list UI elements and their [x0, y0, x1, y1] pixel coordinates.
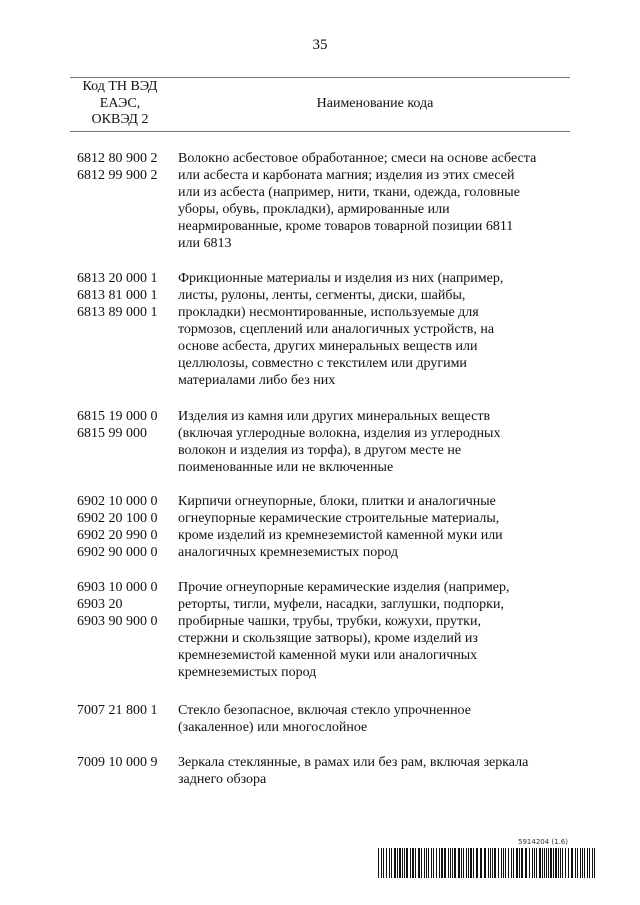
- description-line: кремнеземистых пород: [178, 665, 317, 680]
- code-value: 6813 81 000 1: [77, 288, 158, 303]
- barcode-bar: [426, 848, 427, 878]
- barcode-bar: [548, 848, 549, 878]
- row-description: [178, 579, 570, 681]
- description-line: волокон и изделия из торфа), в другом месте не: [178, 443, 462, 458]
- row-description: [178, 493, 570, 561]
- barcode-bar: [558, 848, 559, 878]
- barcode-bar: [428, 848, 429, 878]
- barcode-bar: [571, 848, 573, 878]
- barcode-bar: [508, 848, 509, 878]
- barcode-bar: [381, 848, 382, 878]
- description-line: Волокно асбестовое обработанное; смеси на основе асбеста: [178, 151, 537, 166]
- description-line: Стекло безопасное, включая стекло упрочненное: [178, 703, 471, 718]
- barcode-bar: [525, 848, 527, 878]
- barcode-bar: [580, 848, 581, 878]
- barcode-bar: [553, 848, 554, 878]
- row-codes: [77, 579, 182, 630]
- description-line: Фрикционные материалы и изделия из них (например,: [178, 271, 504, 286]
- column-header-code-line: ЕАЭС,: [99, 95, 141, 111]
- description-line: или 6813: [178, 236, 232, 251]
- barcode-bar: [421, 848, 422, 878]
- barcode-bar: [575, 848, 576, 878]
- code-value: 6903 90 900 0: [77, 614, 158, 629]
- barcode-bar: [584, 848, 585, 878]
- barcode-bar: [410, 848, 411, 878]
- barcode-bar: [404, 848, 405, 878]
- barcode-bar: [461, 848, 462, 878]
- barcode-bar: [568, 848, 569, 878]
- barcode-bar: [444, 848, 446, 878]
- code-value: 6813 89 000 1: [77, 305, 158, 320]
- description-line: (включая углеродные волокна, изделия из углеродных: [178, 426, 501, 441]
- barcode-bar: [519, 848, 520, 878]
- barcode-bar: [529, 848, 530, 878]
- barcode-bar: [513, 848, 514, 878]
- barcode-bar: [439, 848, 440, 878]
- barcode-bar: [397, 848, 398, 878]
- barcode-bar: [492, 848, 493, 878]
- code-value: 6902 10 000 0: [77, 494, 158, 509]
- barcode: [378, 838, 598, 878]
- description-line: кроме изделий из кремнеземистой каменной муки или: [178, 528, 503, 543]
- code-value: 6815 19 000 0: [77, 409, 158, 424]
- barcode-bar: [418, 848, 420, 878]
- barcode-bar: [539, 848, 541, 878]
- code-value: 6903 20: [77, 597, 123, 612]
- barcode-bar: [448, 848, 449, 878]
- column-header-code-line: Код ТН ВЭД: [82, 79, 158, 94]
- barcode-bar: [476, 848, 478, 878]
- code-value: 7007 21 800 1: [77, 703, 158, 718]
- code-value: 6812 99 900 2: [77, 168, 158, 183]
- code-value: 6902 20 990 0: [77, 528, 158, 543]
- description-line: Прочие огнеупорные керамические изделия (например,: [178, 580, 510, 595]
- row-codes: [77, 270, 182, 321]
- column-header-code-line: ОКВЭД 2: [91, 112, 149, 127]
- barcode-bar: [555, 848, 557, 878]
- barcode-bar: [501, 848, 502, 878]
- barcode-bar: [565, 848, 566, 878]
- barcode-bar: [511, 848, 512, 878]
- code-value: 6815 99 000: [77, 426, 147, 441]
- barcode-bar: [550, 848, 552, 878]
- barcode-bar: [412, 848, 414, 878]
- barcode-bar: [433, 848, 434, 878]
- table-top-rule: [70, 77, 570, 78]
- row-codes: [77, 150, 182, 184]
- description-line: огнеупорные керамические строительные материалы,: [178, 511, 500, 526]
- description-line: кремнеземистой каменной муки или аналогичных: [178, 648, 478, 663]
- header-bottom-rule: [70, 131, 570, 132]
- barcode-bar: [463, 848, 464, 878]
- row-codes: [77, 754, 182, 771]
- code-value: 6813 20 000 1: [77, 271, 158, 286]
- barcode-number: 5914204 (1.6): [518, 838, 568, 846]
- barcode-bar: [436, 848, 437, 878]
- description-line: основе асбеста, других минеральных веществ или: [178, 339, 478, 354]
- barcode-bar: [494, 848, 496, 878]
- barcode-bar: [488, 848, 489, 878]
- description-line: целлюлозы, совместно с текстилем или другими: [178, 356, 467, 371]
- barcode-graphic: [378, 848, 598, 878]
- barcode-bar: [536, 848, 537, 878]
- barcode-bar: [484, 848, 486, 878]
- description-line: тормозов, сцеплений или аналогичных устройств, на: [178, 322, 495, 337]
- barcode-bar: [544, 848, 545, 878]
- description-line: Кирпичи огнеупорные, блоки, плитки и аналогичные: [178, 494, 496, 509]
- barcode-bar: [589, 848, 590, 878]
- description-line: прокладки) несмонтированные, используемые для: [178, 305, 479, 320]
- barcode-bar: [468, 848, 469, 878]
- description-line: материалами либо без них: [178, 373, 336, 388]
- description-line: неармированные, кроме товаров товарной позиции 6811: [178, 219, 514, 234]
- description-line: уборы, обувь, прокладки), армированные или: [178, 202, 450, 217]
- barcode-bar: [454, 848, 456, 878]
- barcode-bar: [441, 848, 443, 878]
- description-line: или из асбеста (например, нити, ткани, одежда, головные: [178, 185, 520, 200]
- row-description: [178, 270, 570, 389]
- code-value: 6812 80 900 2: [77, 151, 158, 166]
- description-line: (закаленное) или многослойное: [178, 720, 368, 735]
- code-value: 6902 90 000 0: [77, 545, 158, 560]
- description-line: реторты, тигли, муфели, насадки, заглушки, подпорки,: [178, 597, 504, 612]
- row-codes: [77, 408, 182, 442]
- description-line: пробирные чашки, трубы, трубки, кожухи, прутки,: [178, 614, 481, 629]
- barcode-bar: [415, 848, 416, 878]
- page-number: 35: [312, 37, 328, 53]
- barcode-bar: [452, 848, 453, 878]
- barcode-bar: [490, 848, 491, 878]
- row-codes: [77, 493, 182, 561]
- barcode-bar: [402, 848, 403, 878]
- row-codes: [77, 702, 182, 719]
- description-line: Зеркала стеклянные, в рамах или без рам, включая зеркала: [178, 755, 529, 770]
- barcode-bar: [383, 848, 384, 878]
- barcode-bar: [562, 848, 563, 878]
- column-header-name: Наименование кода: [316, 96, 434, 111]
- row-description: [178, 754, 570, 788]
- code-value: 6903 10 000 0: [77, 580, 158, 595]
- barcode-bar: [503, 848, 504, 878]
- description-line: листы, рулоны, ленты, сегменты, диски, шайбы,: [178, 288, 466, 303]
- barcode-bar: [577, 848, 578, 878]
- barcode-bar: [386, 848, 387, 878]
- barcode-bar: [582, 848, 583, 878]
- barcode-bar: [480, 848, 482, 878]
- description-line: или асбеста и карбоната магния; изделия из этих смесей: [178, 168, 515, 183]
- barcode-bar: [560, 848, 561, 878]
- barcode-bar: [450, 848, 451, 878]
- barcode-bar: [532, 848, 533, 878]
- barcode-bar: [516, 848, 518, 878]
- barcode-bar: [391, 848, 392, 878]
- barcode-bar: [466, 848, 467, 878]
- barcode-bar: [406, 848, 408, 878]
- barcode-bar: [542, 848, 543, 878]
- barcode-bar: [587, 848, 588, 878]
- barcode-bar: [592, 848, 593, 878]
- column-header-code: [70, 79, 170, 129]
- barcode-bar: [458, 848, 460, 878]
- barcode-bar: [470, 848, 472, 878]
- barcode-bar: [389, 848, 390, 878]
- barcode-bar: [521, 848, 523, 878]
- barcode-bar: [505, 848, 506, 878]
- barcode-bar: [498, 848, 499, 878]
- description-line: Изделия из камня или других минеральных веществ: [178, 409, 491, 424]
- barcode-bar: [546, 848, 547, 878]
- description-line: аналогичных кремнеземистых пород: [178, 545, 399, 560]
- barcode-bar: [378, 848, 379, 878]
- description-line: стержни и скользящие затворы), кроме изделий из: [178, 631, 478, 646]
- barcode-bar: [431, 848, 432, 878]
- row-description: [178, 408, 570, 476]
- description-line: поименованные или не включенные: [178, 460, 394, 475]
- row-description: [178, 702, 570, 736]
- description-line: заднего обзора: [178, 772, 267, 787]
- barcode-bar: [473, 848, 474, 878]
- barcode-bar: [394, 848, 396, 878]
- barcode-bar: [594, 848, 595, 878]
- barcode-bar: [399, 848, 401, 878]
- code-value: 6902 20 100 0: [77, 511, 158, 526]
- row-description: [178, 150, 570, 252]
- barcode-bar: [424, 848, 425, 878]
- barcode-bar: [534, 848, 535, 878]
- code-value: 7009 10 000 9: [77, 755, 158, 770]
